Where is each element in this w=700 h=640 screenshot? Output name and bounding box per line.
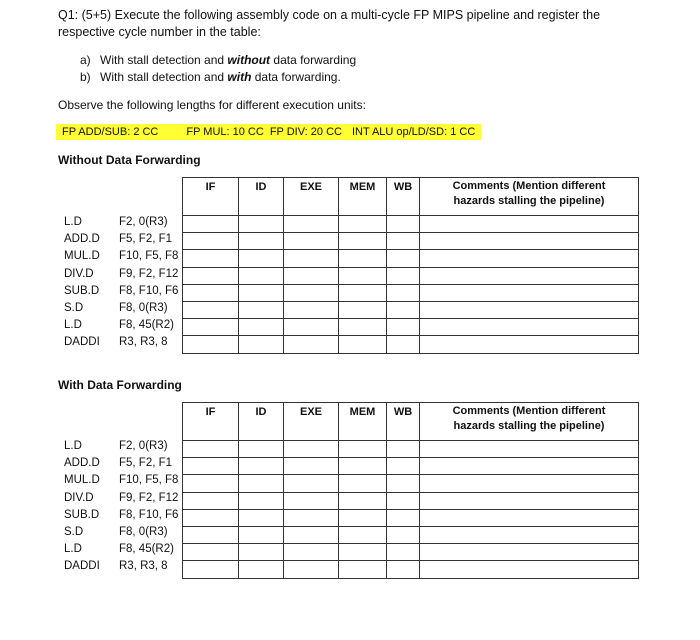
part-a-letter: a): [80, 53, 91, 67]
cell-mem[interactable]: [339, 526, 387, 543]
instruction-opcode: DIV.D: [64, 267, 94, 280]
header-mem: MEM: [339, 178, 387, 216]
instruction-row: [64, 507, 178, 524]
cell-if[interactable]: [183, 475, 239, 492]
instruction-opcode: SUB.D: [64, 508, 100, 521]
cell-if[interactable]: [183, 526, 239, 543]
instruction-opcode: ADD.D: [64, 457, 100, 470]
section-title-with-forwarding: With Data Forwarding: [58, 378, 182, 392]
table-row: [183, 561, 639, 578]
cell-exe[interactable]: [284, 216, 339, 233]
cell-mem[interactable]: [339, 216, 387, 233]
table-row: [183, 301, 639, 318]
cell-exe[interactable]: [284, 492, 339, 509]
cell-mem[interactable]: [339, 475, 387, 492]
cell-comment[interactable]: [420, 301, 639, 318]
instruction-row: [64, 455, 178, 472]
header-exe: EXE: [284, 403, 339, 441]
table-body-without-forwarding: [183, 216, 639, 354]
cell-if[interactable]: [183, 492, 239, 509]
pipeline-table-with-forwarding: [182, 402, 639, 579]
instruction-operands: R3, R3, 8: [119, 560, 168, 573]
instruction-opcode: S.D: [64, 525, 84, 538]
table-row: [183, 492, 639, 509]
cell-exe[interactable]: [284, 475, 339, 492]
instruction-row: [64, 300, 178, 317]
cell-wb[interactable]: [387, 561, 420, 578]
instruction-operands: F8, F10, F6: [119, 508, 179, 521]
instruction-list-with-forwarding: [64, 438, 178, 576]
unit-fp-add-sub: FP ADD/SUB: 2 CC: [62, 126, 159, 138]
cell-wb[interactable]: [387, 492, 420, 509]
instruction-operands: F2, 0(R3): [119, 440, 168, 452]
table-body-with-forwarding: [183, 441, 639, 579]
cell-id[interactable]: [239, 233, 284, 250]
part-a-emphasis: without: [227, 53, 271, 67]
header-exe: EXE: [284, 178, 339, 216]
cell-if[interactable]: [183, 216, 239, 233]
cell-wb[interactable]: [387, 250, 420, 267]
cell-comment[interactable]: [420, 319, 639, 336]
table-row: [183, 544, 639, 561]
instruction-operands: F10, F5, F8: [119, 250, 179, 263]
cell-mem[interactable]: [339, 441, 387, 458]
instruction-opcode: DADDI: [64, 336, 100, 349]
cell-wb[interactable]: [387, 267, 420, 284]
instruction-opcode: ADD.D: [64, 233, 100, 246]
cell-mem[interactable]: [339, 561, 387, 578]
unit-fp-mul: FP MUL: 10 CC: [186, 126, 264, 138]
instruction-opcode: MUL.D: [64, 250, 100, 263]
cell-if[interactable]: [183, 250, 239, 267]
cell-exe[interactable]: [284, 319, 339, 336]
cell-wb[interactable]: [387, 319, 420, 336]
part-b: [80, 70, 341, 84]
unit-lengths-highlight: [56, 124, 481, 140]
cell-mem[interactable]: [339, 544, 387, 561]
instruction-operands: R3, R3, 8: [119, 336, 168, 349]
instruction-operands: F8, 45(R2): [119, 319, 174, 332]
cell-wb[interactable]: [387, 301, 420, 318]
cell-mem[interactable]: [339, 301, 387, 318]
instruction-row: [64, 317, 178, 334]
table-row: [183, 458, 639, 475]
cell-if[interactable]: [183, 336, 239, 353]
table-row: [183, 526, 639, 543]
cell-comment[interactable]: [420, 458, 639, 475]
cell-wb[interactable]: [387, 233, 420, 250]
cell-comment[interactable]: [420, 492, 639, 509]
header-comments-line-1: Comments (Mention different: [452, 180, 606, 192]
instruction-operands: F10, F5, F8: [119, 474, 179, 487]
table-row: [183, 250, 639, 267]
cell-mem[interactable]: [339, 492, 387, 509]
cell-id[interactable]: [239, 301, 284, 318]
cell-wb[interactable]: [387, 216, 420, 233]
cell-id[interactable]: [239, 509, 284, 526]
cell-comment[interactable]: [420, 441, 639, 458]
cell-if[interactable]: [183, 441, 239, 458]
instruction-opcode: L.D: [64, 440, 82, 452]
instruction-operands: F8, 0(R3): [119, 525, 168, 538]
header-comments-line-1: Comments (Mention different: [452, 405, 606, 417]
question-line-2: respective cycle number in the table:: [58, 25, 261, 39]
cell-mem[interactable]: [339, 284, 387, 301]
cell-comment[interactable]: [420, 336, 639, 353]
cell-id[interactable]: [239, 526, 284, 543]
part-b-letter: b): [80, 70, 91, 84]
cell-comment[interactable]: [420, 544, 639, 561]
instruction-operands: F8, 0(R3): [119, 301, 168, 314]
table-row: [183, 475, 639, 492]
instruction-row: [64, 524, 178, 541]
instruction-opcode: L.D: [64, 319, 82, 332]
unit-int-alu: INT ALU op/LD/SD: 1 CC: [351, 126, 476, 138]
cell-wb[interactable]: [387, 475, 420, 492]
instruction-row: [64, 472, 178, 489]
table-row: [183, 509, 639, 526]
pipeline-table-without-forwarding: [182, 177, 639, 354]
cell-id[interactable]: [239, 216, 284, 233]
header-id: ID: [239, 178, 284, 216]
cell-comment[interactable]: [420, 509, 639, 526]
cell-id[interactable]: [239, 458, 284, 475]
cell-exe[interactable]: [284, 267, 339, 284]
part-a-text-before: With stall detection and: [100, 53, 228, 67]
cell-wb[interactable]: [387, 441, 420, 458]
cell-wb[interactable]: [387, 336, 420, 353]
section-title-without-forwarding: Without Data Forwarding: [58, 153, 201, 167]
cell-comment[interactable]: [420, 284, 639, 301]
unit-fp-div: FP DIV: 20 CC: [269, 126, 342, 138]
cell-mem[interactable]: [339, 267, 387, 284]
cell-id[interactable]: [239, 267, 284, 284]
cell-comment[interactable]: [420, 267, 639, 284]
instruction-operands: F5, F2, F1: [119, 457, 173, 470]
instruction-row: [64, 558, 178, 575]
cell-exe[interactable]: [284, 526, 339, 543]
cell-if[interactable]: [183, 284, 239, 301]
instruction-list-without-forwarding: [64, 214, 178, 352]
instruction-row: [64, 266, 178, 283]
cell-exe[interactable]: [284, 336, 339, 353]
cell-id[interactable]: [239, 561, 284, 578]
cell-id[interactable]: [239, 284, 284, 301]
cell-mem[interactable]: [339, 458, 387, 475]
instruction-operands: F9, F2, F12: [119, 491, 179, 504]
header-mem: MEM: [339, 403, 387, 441]
cell-wb[interactable]: [387, 284, 420, 301]
instruction-operands: F5, F2, F1: [119, 233, 173, 246]
header-wb: WB: [387, 403, 420, 441]
cell-if[interactable]: [183, 301, 239, 318]
instruction-row: [64, 334, 178, 351]
cell-comment[interactable]: [420, 561, 639, 578]
part-a-text-after: data forwarding: [270, 53, 357, 67]
cell-id[interactable]: [239, 319, 284, 336]
cell-id[interactable]: [239, 492, 284, 509]
cell-wb[interactable]: [387, 509, 420, 526]
cell-exe[interactable]: [284, 301, 339, 318]
cell-exe[interactable]: [284, 284, 339, 301]
header-if: IF: [183, 178, 239, 216]
instruction-opcode: S.D: [64, 301, 84, 314]
header-comments-line-2: hazards stalling the pipeline): [453, 195, 605, 207]
instruction-row: [64, 248, 178, 265]
cell-if[interactable]: [183, 561, 239, 578]
header-if: IF: [183, 403, 239, 441]
instruction-opcode: MUL.D: [64, 474, 100, 487]
cell-comment[interactable]: [420, 216, 639, 233]
cell-if[interactable]: [183, 544, 239, 561]
cell-if[interactable]: [183, 458, 239, 475]
table-row: [183, 233, 639, 250]
instruction-opcode: SUB.D: [64, 284, 100, 297]
cell-exe[interactable]: [284, 561, 339, 578]
cell-id[interactable]: [239, 441, 284, 458]
cell-wb[interactable]: [387, 526, 420, 543]
cell-if[interactable]: [183, 319, 239, 336]
cell-exe[interactable]: [284, 250, 339, 267]
instruction-row: [64, 490, 178, 507]
instruction-opcode: DIV.D: [64, 491, 94, 504]
cell-mem[interactable]: [339, 233, 387, 250]
table-row: [183, 216, 639, 233]
instruction-operands: F9, F2, F12: [119, 267, 179, 280]
observe-text: Observe the following lengths for different execution units:: [58, 98, 366, 112]
part-b-text-after: data forwarding.: [251, 70, 341, 84]
instruction-operands: F8, 45(R2): [119, 543, 174, 556]
cell-id[interactable]: [239, 475, 284, 492]
cell-exe[interactable]: [284, 544, 339, 561]
instruction-opcode: L.D: [64, 216, 82, 228]
table-row: [183, 319, 639, 336]
instruction-row: [64, 541, 178, 558]
cell-wb[interactable]: [387, 458, 420, 475]
cell-comment[interactable]: [420, 233, 639, 250]
header-comments-line-2: hazards stalling the pipeline): [453, 420, 605, 432]
cell-if[interactable]: [183, 233, 239, 250]
cell-mem[interactable]: [339, 336, 387, 353]
instruction-opcode: DADDI: [64, 560, 100, 573]
header-comments: [420, 403, 639, 441]
instruction-row: [64, 231, 178, 248]
instruction-row: [64, 214, 178, 231]
cell-if[interactable]: [183, 509, 239, 526]
instruction-opcode: L.D: [64, 543, 82, 556]
part-a: [80, 53, 356, 67]
cell-id[interactable]: [239, 336, 284, 353]
cell-exe[interactable]: [284, 441, 339, 458]
cell-if[interactable]: [183, 267, 239, 284]
cell-wb[interactable]: [387, 544, 420, 561]
instruction-operands: F2, 0(R3): [119, 216, 168, 228]
header-wb: WB: [387, 178, 420, 216]
header-id: ID: [239, 403, 284, 441]
cell-comment[interactable]: [420, 250, 639, 267]
instruction-row: [64, 438, 178, 455]
table-row: [183, 441, 639, 458]
cell-mem[interactable]: [339, 250, 387, 267]
part-b-emphasis: with: [227, 70, 252, 84]
instruction-row: [64, 283, 178, 300]
cell-mem[interactable]: [339, 509, 387, 526]
cell-exe[interactable]: [284, 458, 339, 475]
table-row: [183, 284, 639, 301]
cell-exe[interactable]: [284, 233, 339, 250]
cell-comment[interactable]: [420, 475, 639, 492]
part-b-text-before: With stall detection and: [100, 70, 228, 84]
question-line-1: Q1: (5+5) Execute the following assembly code on a multi-cycle FP MIPS pipeline and register the: [58, 8, 601, 22]
header-comments: [420, 178, 639, 216]
cell-mem[interactable]: [339, 319, 387, 336]
cell-id[interactable]: [239, 544, 284, 561]
table-row: [183, 336, 639, 353]
table-row: [183, 267, 639, 284]
instruction-operands: F8, F10, F6: [119, 284, 179, 297]
cell-comment[interactable]: [420, 526, 639, 543]
cell-id[interactable]: [239, 250, 284, 267]
cell-exe[interactable]: [284, 509, 339, 526]
